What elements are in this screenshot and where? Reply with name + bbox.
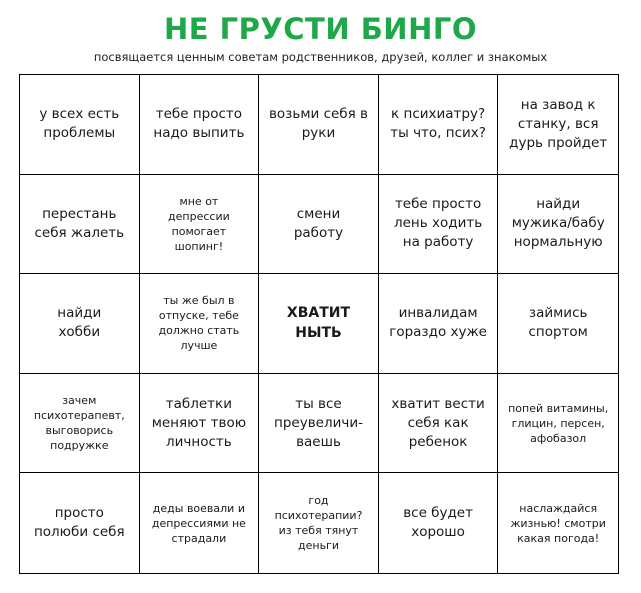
bingo-cell: найди мужика/бабу нормальную <box>498 175 618 275</box>
bingo-cell: мне от депрессии помогает шопинг! <box>140 175 260 275</box>
bingo-cell: ты же был в отпуске, тебе должно стать лучше <box>140 274 260 374</box>
bingo-cell: год психотерапии? из тебя тянут деньги <box>259 473 379 573</box>
bingo-title: НЕ ГРУСТИ БИНГО <box>164 12 477 46</box>
bingo-cell: к психиатру? ты что, псих? <box>379 75 499 175</box>
bingo-cell: у всех есть проблемы <box>20 75 140 175</box>
bingo-cell: инвалидам гораздо хуже <box>379 274 499 374</box>
bingo-cell: ты все преувеличи- ваешь <box>259 374 379 474</box>
bingo-cell: на завод к станку, вся дурь пройдет <box>498 75 618 175</box>
bingo-cell: смени работу <box>259 175 379 275</box>
bingo-cell: займись спортом <box>498 274 618 374</box>
bingo-cell: найди хобби <box>20 274 140 374</box>
bingo-cell: попей витамины, глицин, персен, афобазол <box>498 374 618 474</box>
bingo-cell: хватит вести себя как ребенок <box>379 374 499 474</box>
bingo-cell: перестань себя жалеть <box>20 175 140 275</box>
bingo-cell: наслаждайся жизнью! смотри какая погода! <box>510 501 606 545</box>
bingo-cell: просто полюби себя <box>20 473 140 573</box>
bingo-cell: таблетки меняют твою личность <box>140 374 260 474</box>
bingo-cell: тебе просто надо выпить <box>140 75 260 175</box>
bingo-cell: возьми себя в руки <box>259 75 379 175</box>
bingo-center-cell: ХВАТИТ НЫТЬ <box>259 274 379 374</box>
bingo-cell: деды воевали и депрессиями не страдали <box>140 473 260 573</box>
bingo-cell: тебе просто лень ходить на работу <box>379 175 499 275</box>
bingo-cell: все будет хорошо <box>379 473 499 573</box>
bingo-subtitle: посвящается ценным советам родственников, друзей, коллег и знакомых <box>93 50 548 64</box>
bingo-cell: зачем психотерапевт, выговорись подружке <box>20 374 140 474</box>
bingo-grid <box>19 74 619 574</box>
